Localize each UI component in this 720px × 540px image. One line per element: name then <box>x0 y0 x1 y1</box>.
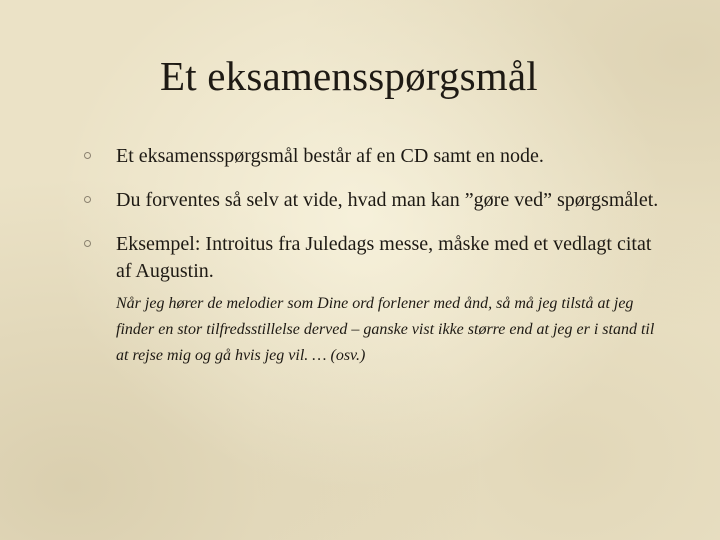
slide-title: Et eksamensspørgsmål <box>160 53 538 99</box>
bullet-text: Du forventes så selv at vide, hvad man kan ”gøre ved” spørgsmålet. <box>116 189 659 211</box>
bullet-list <box>84 143 664 386</box>
augustin-quote: Når jeg hører de melodier som Dine ord forlener med ånd, så må jeg tilstå at jeg finder en stor tilfredsstillelse derved – ganske vist ikke større end at jeg er i stand til at rejse mig og gå hvis jeg vil. … (osv.) <box>116 295 655 364</box>
bullet-item <box>84 143 664 170</box>
bullet-circle-icon <box>84 240 91 247</box>
bullet-item <box>84 187 664 214</box>
bullet-text: Et eksamensspørgsmål består af en CD samt en node. <box>116 145 544 167</box>
bullet-item <box>84 231 664 369</box>
bullet-text: Eksempel: Introitus fra Juledags messe, måske med et vedlagt citat af Augustin. <box>116 233 652 282</box>
bullet-circle-icon <box>84 196 91 203</box>
bullet-circle-icon <box>84 152 91 159</box>
